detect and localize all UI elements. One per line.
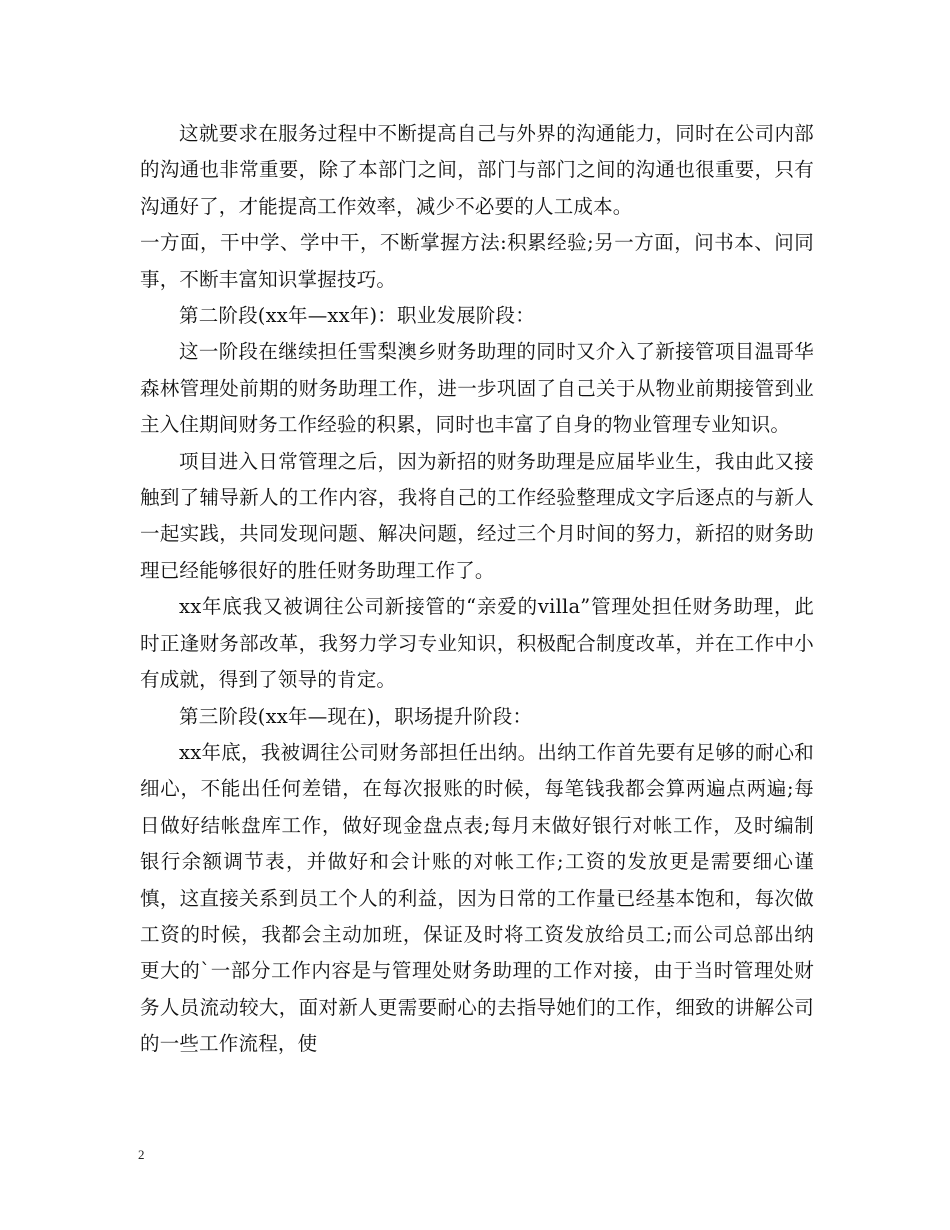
paragraph-cashier-work: xx年底，我被调往公司财务部担任出纳。出纳工作首先要有足够的耐心和细心，不能出任何差错，在每次报账的时候，每笔钱我都会算两遍点两遍;每日做好结帐盘库工作，做好现金盘点表;每月末做好银行对帐工作，及时编制银行余额调节表，并做好和会计账的对帐工作;工资的发放更是需要细心谨慎，这直接关系到员工个人的利益，因为日常的工作量已经基本饱和，每次做工资的时候，我都会主动加班，保证及时将工资发放给员工;而公司总部出纳更大的`一部分工作内容是与管理处财务助理的工作对接，由于当时管理处财务人员流动较大，面对新人更需要耐心的去指导她们的工作，细致的讲解公司的一些工作流程，使 bbox=[140, 740, 814, 1056]
heading-stage-two: 第二阶段(xx年—xx年)：职业发展阶段： bbox=[179, 304, 535, 328]
paragraph-communication: 这就要求在服务过程中不断提高自己与外界的沟通能力，同时在公司内部的沟通也非常重要，除了本部门之间，部门与部门之间的沟通也很重要，只有沟通好了，才能提高工作效率，减少不必要的人工成本。 bbox=[140, 122, 814, 218]
paragraph-villa-transfer: xx年底我又被调往公司新接管的“亲爱的villa”管理处担任财务助理，此时正逢财务部改革，我努力学习专业知识，积极配合制度改革，并在工作中小有成就，得到了领导的肯定。 bbox=[140, 595, 814, 692]
document-body bbox=[140, 116, 814, 1063]
paragraph-learning-methods: 一方面，干中学、学中干，不断掌握方法:积累经验;另一方面，问书本、问同事，不断丰富知识掌握技巧。 bbox=[140, 231, 814, 291]
heading-stage-three: 第三阶段(xx年—现在)，职场提升阶段： bbox=[179, 704, 533, 728]
page-number: 2 bbox=[138, 1147, 145, 1162]
paragraph-mentoring: 项目进入日常管理之后，因为新招的财务助理是应届毕业生，我由此又接触到了辅导新人的工作内容，我将自己的工作经验整理成文字后逐点的与新人一起实践，共同发现问题、解决问题，经过三个月时间的努力，新招的财务助理已经能够很好的胜任财务助理工作了。 bbox=[140, 449, 814, 582]
paragraph-stage-two-work: 这一阶段在继续担任雪梨澳乡财务助理的同时又介入了新接管项目温哥华森林管理处前期的财务助理工作，进一步巩固了自己关于从物业前期接管到业主入住期间财务工作经验的积累，同时也丰富了自身的物业管理专业知识。 bbox=[140, 340, 814, 437]
